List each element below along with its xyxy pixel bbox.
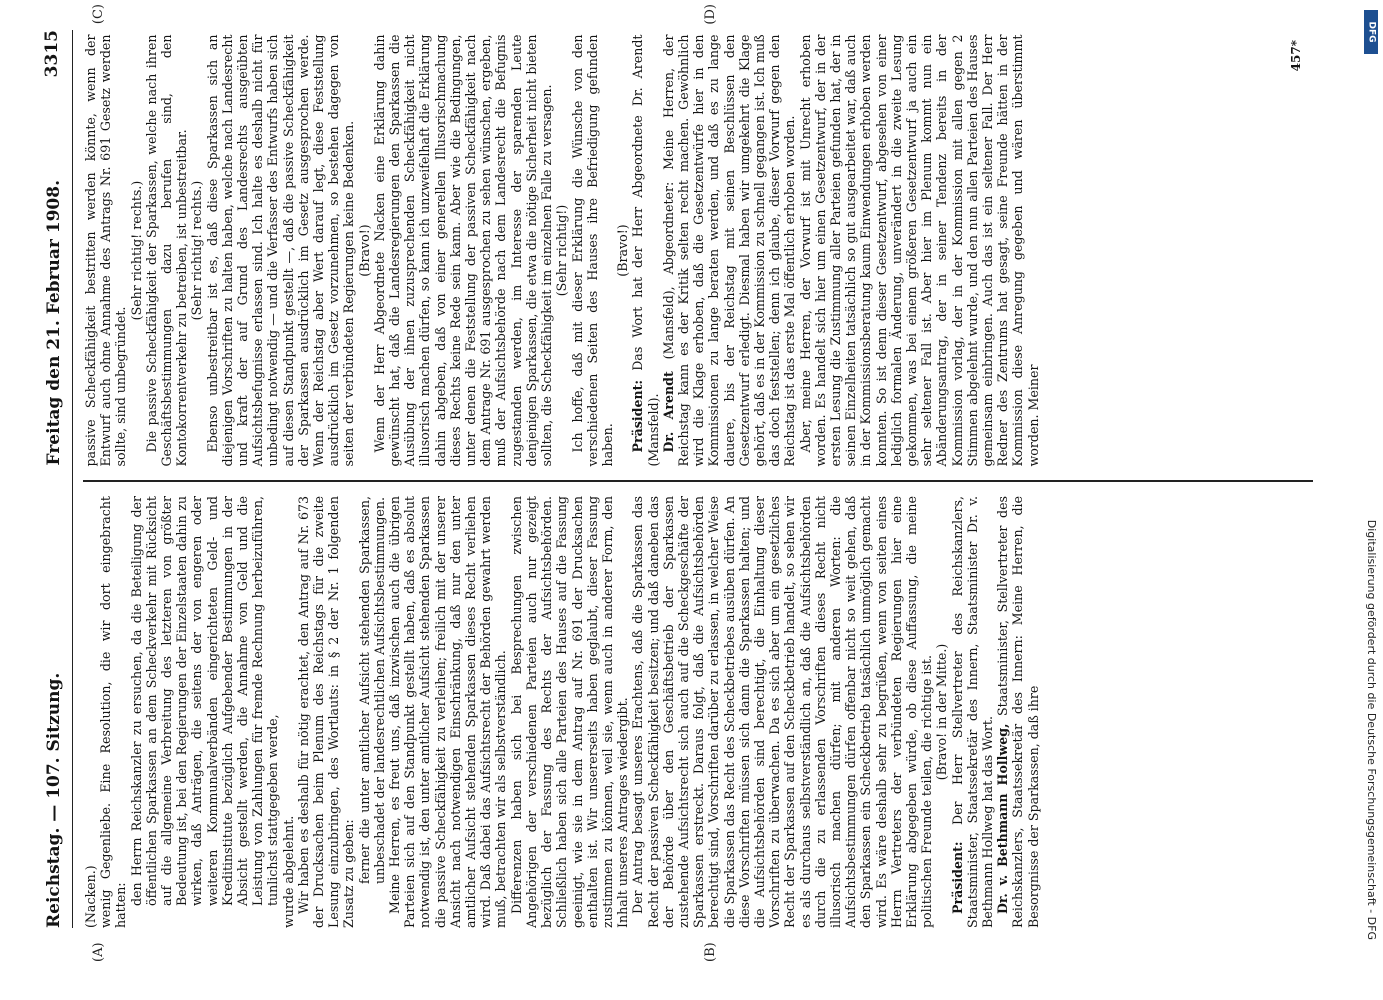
- left-column-paragraph: [950, 496, 996, 928]
- dfg-logo-label: DFG: [1366, 21, 1377, 43]
- speaker-name: Präsident:: [949, 841, 965, 914]
- left-column-paragraph: (Nacken.): [83, 865, 98, 928]
- header-date: Freitag den 21. Februar 1908.: [44, 180, 64, 466]
- text-columns: [83, 4, 1313, 962]
- margin-marker-a: (A): [91, 942, 106, 962]
- left-column-paragraph: Differenzen haben sich bei Besprechungen zwischen Angehörigen der verschiedenen Parteien auch nur gezeigt bezüglich der Fassung des Rechts der Aufsichtsbehörden. Schließlich haben sich alle Parteien des Hauses auf die Fassung geeinigt, wie sie in dem Antrag auf Nr. 691 der Drucksachen enthalten ist. Wir unsererseits haben geglaubt, dieser Fassung zustimmen zu können, weil sie, wenn auch in anderer Form, den Inhalt unseres Antrages wiedergibt.: [508, 496, 631, 928]
- speech-text: Der Herr Stellvertreter des Reichskanzlers, Staatsminister, Staatssekretär des Innern, Staatsminister Dr. v. Bethmann Hollweg hat das Wort.: [949, 496, 995, 928]
- margin-marker-b: (B): [703, 942, 718, 962]
- right-column-paragraph: [630, 35, 660, 467]
- left-column-paragraph: Meine Herren, es freut uns, daß inzwischen auch die übrigen Parteien sich auf den Standpunkt gestellt haben, daß es absolut notwendig ist, den unter amtlicher Aufsicht stehenden Sparkassen die passive Scheckfähigkeit zu verleihen; freilich mit der unserer Ansicht nach notwendigen Einschränkung, daß nur den unter amtlicher Aufsicht stehenden Sparkassen dieses Recht verliehen wird. Daß dabei das Aufsichtsrecht der Behörden gewahrt werden muß, betrachten wir als selbstverständlich.: [387, 496, 509, 928]
- header-session-title: Reichstag. — 107. Sitzung.: [44, 672, 64, 928]
- speaker-name: Präsident:: [630, 379, 646, 453]
- right-column-paragraph: [661, 35, 798, 467]
- left-column-paragraph: den Herrn Reichskanzler zu ersuchen, da die Beteiligung der öffentlichen Sparkassen an dem Scheckverkehr mit Rücksicht auf die allgemeine Verbreitung des letzteren von größter Bedeutung ist, bei den Regierungen der Einzelstaaten dahin zu wirken, daß Anträgen, die seitens der von engeren oder weiteren Kommunalverbänden eingerichteten Geld- und Kreditinstitute bezüglich Aufgebender Bestimmungen in der Absicht gestellt werden, die Annahme von Geld und die Leistung von Zahlungen für fremde Rechnung herbeizuführen, tunlichst stattgegeben werde,: [128, 496, 281, 906]
- margin-marker-d: (D): [703, 4, 718, 25]
- column-divider: [83, 481, 1313, 483]
- dfg-logo-icon: [1364, 10, 1378, 54]
- speech-text: (Mansfeld), Abgeordneter: Meine Herren, der Reichstag kann es der Kritik selten recht machen. Gewöhnlich wird die Klage erhoben, daß die Gesetzentwürfe hier in den Kommissionen zu lange beraten werden, und daß es zu lange dauere, bis der Reichstag mit seinen Beschlüssen den Gesetzentwurf erledigt. Diesmal haben wir umgekehrt die Klage gehört, daß es in der Kommission zu schnell gegangen ist. Ich muß das doch feststellen; denn ich glaube, dieser Vorwurf gegen den Reichstag ist das erste Mal öffentlich erhoben worden.: [660, 34, 798, 467]
- left-column-paragraph: (Bravo! in der Mitte.): [934, 643, 950, 781]
- speech-text: Das Wort hat der Herr Abgeordnete Dr. Arendt (Mansfeld).: [630, 34, 661, 467]
- right-text-column: [83, 35, 1313, 481]
- header-page-number: 3315: [42, 30, 62, 78]
- speaker-name: Dr. Arendt: [660, 371, 676, 453]
- left-column-paragraph: Wir haben es deshalb für nötig erachtet, den Antrag auf Nr. 673 der Drucksachen beim Plenum des Reichstags für die zweite Lesung einzubringen, des Wortlauts: in § 2 der Nr. 1 folgenden Zusatz zu geben:: [295, 496, 357, 928]
- digitization-credit: [1361, 0, 1381, 1000]
- left-column-paragraph: Der Antrag besagt unseres Erachtens, daß die Sparkassen das Recht der passiven Scheckfähigkeit besitzen; und daß daneben das der Behörde über den Geschäftsbetrieb der Sparkassen zustehende Aufsichtsrecht sich auch auf die Scheckgeschäfte der Sparkassen erstreckt. Daraus folgt, daß die Aufsichtsbehörden berechtigt sind, Vorschriften darüber zu erlassen, in welcher Weise die Sparkassen das Recht des Scheckbetriebes ausüben dürfen. An diese Vorschriften müssen sich dann die Sparkassen halten; und die Aufsichtsbehörden sind berechtigt, die Einhaltung dieser Vorschriften zu überwachen. Da es sich aber um ein gesetzliches Recht der Sparkassen auf den Scheckbetrieb handelt, so sehen wir es als durchaus selbstverständlich an, daß die Aufsichtsbehörden durch die zu erlassenden Vorschriften dieses Recht nicht illusorisch machen dürfen; mit anderen Worten: die Aufsichtsbestimmungen dürfen offenbar nicht so weit gehen, daß den Sparkassen ein Scheckbetrieb tatsächlich unmöglich gemacht wird. Es wäre deshalb sehr zu begrüßen, wenn von seiten eines Herrn Vertreters der verbündeten Regierungen hier eine Erklärung abgegeben würde, ob diese Auffassung, die meine politischen Freunde teilen, die richtige ist.: [630, 496, 935, 928]
- signature-mark: 457*: [1289, 40, 1303, 72]
- right-column-paragraph: Wenn der Herr Abgeordnete Nacken eine Erklärung dahin gewünscht hat, daß die Landesregierungen den Sparkassen die Ausübung der ihnen zuzusprechenden Scheckfähigkeit nicht illusorisch machen dürfen, so kann ich unzweifelhaft die Erklärung dahin abgeben, daß von einer generellen Illusorischmachung dieses Rechts keine Rede sein kann. Aber wie die Bedingungen, unter denen die Feststellung der passiven Scheckfähigkeit nach dem Antrage Nr. 691 ausgesprochen zu sehen wünschen, ergeben, muß der Aufsichtsbehörde nach dem Landesrecht die Befugnis zugestanden werden, im Interesse der sparenden Leute denjenigen Sparkassen, die etwa die nötige Sicherheit nicht bieten sollten, die Scheckfähigkeit im einzelnen Falle zu versagen.: [371, 34, 555, 467]
- left-text-column: [83, 482, 1313, 928]
- page-header: [38, 30, 73, 928]
- right-column-paragraph: Die passive Scheckfähigkeit der Sparkassen, welche nach ihren Geschäftsbestimmungen dazu berufen sind, den Kontokorrentverkehr zu betreiben, ist unbestreitbar.: [143, 34, 190, 467]
- left-column-paragraph: ferner die unter amtlicher Aufsicht stehenden Sparkassen, unbeschadet der landesrechtlichen Aufsichtsbestimmungen.: [356, 496, 387, 884]
- right-column-paragraph: (Bravo!): [356, 224, 372, 277]
- right-column-paragraph: (Sehr richtig! rechts.): [128, 180, 144, 321]
- speaker-name: Dr. v. Bethmann Hollweg,: [995, 723, 1011, 914]
- left-column-paragraph: wenig Gegenliebe. Eine Resolution, die wir dort eingebracht hatten:: [98, 496, 129, 928]
- right-column-paragraph: Aber, meine Herren, der Vorwurf ist mit Unrecht erhoben worden. Es handelt sich hier um einen Gesetzentwurf, der in der ersten Lesung die Zustimmung aller Parteien gefunden hat, der in seinen Einzelheiten tatsächlich so gut ausgearbeitet war, daß auch in der Kommissionsberatung kaum Einwendungen erhoben werden konnten. So ist denn dieser Gesetzentwurf, abgesehen von einer lediglich formalen Änderung, unverändert in die zweite Lesung gekommen, was bei einem größeren Gesetzentwurf ja auch ein sehr seltener Fall ist. Aber hier im Plenum kommt nun ein Abänderungsantrag, der in seiner Tendenz bereits in der Kommission vorlag, der in der Kommission mit allen gegen 2 Stimmen abgelehnt wurde, und den nun allen Parteien des Hauses gemeinsam einbringen. Auch das ist ein seltener Fall. Der Herr Redner des Zentrums hat gesagt, seine Freunde hätten in der Kommission diese Anregung gegeben und wären überstimmt worden. Meiner: [797, 34, 1041, 467]
- right-column-paragraph: (Bravo!): [615, 224, 631, 277]
- margin-marker-c: (C): [91, 4, 106, 25]
- left-column-paragraph: wurde abgelehnt.: [280, 815, 296, 928]
- credit-text: Digitalisierung gefördert durch die Deutsche Forschungsgemeinschaft - DFG: [1365, 519, 1378, 940]
- right-column-paragraph: passive Scheckfähigkeit bestritten werden könnte, wenn der Entwurf auch ohne Annahme des Antrags Nr. 691 Gesetz werden sollte, sind unbegründet.: [83, 34, 129, 467]
- right-column-paragraph: (Sehr richtig!): [554, 204, 570, 297]
- speech-text: Staatsminister, Stellvertreter des Reichskanzlers, Staatssekretär des Innern: Meine Herren, die Besorgnisse der Sparkassen, daß ihre: [995, 495, 1041, 928]
- left-column-paragraph: [995, 496, 1041, 928]
- right-column-paragraph: Ich hoffe, daß mit dieser Erklärung die Wünsche von den verschiedenen Seiten des Hauses ihre Befriedigung gefunden haben.: [569, 34, 615, 467]
- right-column-paragraph: Ebenso unbestreitbar ist es, daß diese Sparkassen sich an diejenigen Vorschriften zu halten haben, welche nach Landesrecht und kraft der auf Grund des Landesrechts ausgeübten Aufsichtsbefugnisse erlassen sind. Ich halte es deshalb nicht für unbedingt notwendig — und die Verfasser des Entwurfs haben sich auf diesen Standpunkt gestellt —, daß die passive Scheckfähigkeit der Sparkassen ausdrücklich im Gesetz ausgesprochen werde. Wenn der Reichstag aber Wert darauf legt, diese Feststellung ausdrücklich im Gesetz vorzunehmen, so bestehen dagegen von seiten der verbündeten Regierungen keine Bedenken.: [204, 34, 357, 467]
- right-column-paragraph: (Sehr richtig! rechts.): [189, 180, 205, 321]
